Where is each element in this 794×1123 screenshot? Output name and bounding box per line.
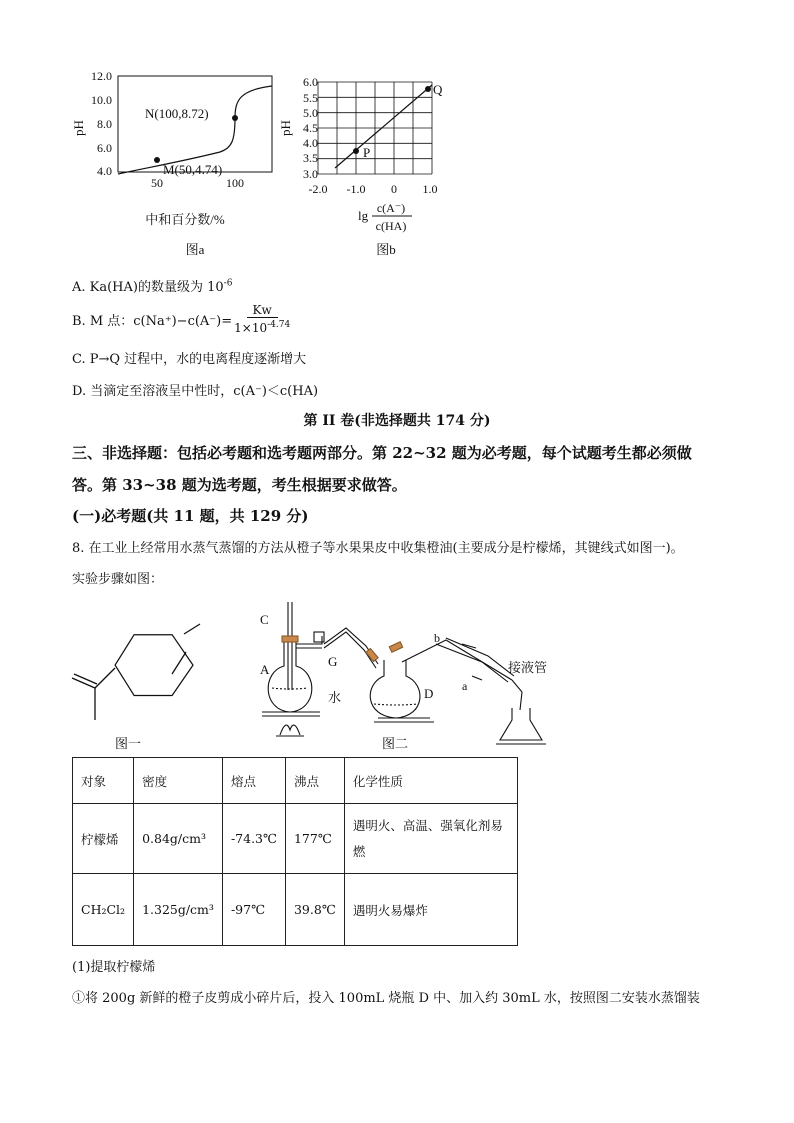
table-row <box>73 804 518 874</box>
table-header-cell: 熔点 <box>222 758 285 804</box>
option-b-den-exp: -4.74 <box>267 320 291 330</box>
option-b-numerator: Kw <box>247 303 278 318</box>
stopper-2 <box>366 648 378 661</box>
label-a: A <box>260 662 270 677</box>
figure-b-caption: 图b <box>376 242 396 257</box>
y-tick: 12.0 <box>91 69 112 83</box>
x-axis-label-denominator: c(HA) <box>375 219 407 233</box>
label-a2: a <box>462 679 468 693</box>
label-c: C <box>260 612 269 627</box>
sub1-title: (1)提取柠檬烯 <box>72 960 156 975</box>
x-tick: -1.0 <box>346 182 366 196</box>
table-header-row <box>73 758 518 804</box>
point-q-marker <box>425 86 431 92</box>
option-a-text: A. Ka(HA)的数量级为 10 <box>72 280 224 295</box>
option-a <box>72 276 232 295</box>
table-header-cell: 沸点 <box>285 758 344 804</box>
table-header-cell: 化学性质 <box>344 758 517 804</box>
table-cell: CH₂Cl₂ <box>73 874 134 946</box>
option-c: C. P→Q 过程中，水的电离程度逐渐增大 <box>72 352 307 367</box>
label-receiver: 接液管 <box>508 660 548 675</box>
point-p-marker <box>353 148 359 154</box>
x-tick: 0 <box>391 182 397 196</box>
label-d: D <box>424 686 434 701</box>
q8-line-1: 8. 在工业上经常用水蒸气蒸馏的方法从橙子等水果果皮中收集橙油(主要成分是柠檬烯，其键线式如图一)。 <box>72 541 684 556</box>
y-axis-label: pH <box>71 120 86 136</box>
flask-a <box>268 640 312 712</box>
table-cell: 遇明火易爆炸 <box>344 874 517 946</box>
option-b-denominator <box>234 318 290 335</box>
option-a-exponent: -6 <box>223 278 233 289</box>
label-g: G <box>328 654 338 669</box>
option-d: D. 当滴定至溶液呈中性时，c(A⁻)＜c(HA) <box>72 384 319 399</box>
point-q-label: Q <box>433 82 443 97</box>
stopper-3 <box>389 642 402 653</box>
label-b: b <box>434 631 440 645</box>
label-water: 水 <box>328 690 342 705</box>
y-tick: 4.0 <box>303 136 318 150</box>
option-b <box>72 303 290 335</box>
y-tick: 3.0 <box>303 167 318 181</box>
table-cell: -74.3℃ <box>222 804 285 874</box>
grid <box>318 82 432 174</box>
point-m-label: M(50,4.74) <box>163 162 223 177</box>
point-m-marker <box>154 157 160 163</box>
table-row <box>73 874 518 946</box>
point-n-marker <box>232 115 238 121</box>
table-cell: 0.84g/cm³ <box>134 804 223 874</box>
figure-a-caption: 图a <box>185 242 205 257</box>
option-b-den-base: 1×10 <box>234 321 268 335</box>
figure-2-caption: 图二 <box>381 736 409 751</box>
y-tick: 5.5 <box>303 91 318 105</box>
y-axis-label: pH <box>278 120 293 136</box>
x-axis-label-prefix: lg <box>358 208 369 223</box>
y-tick: 10.0 <box>91 93 112 107</box>
y-tick: 3.5 <box>303 151 318 165</box>
figure-2-apparatus <box>250 600 570 755</box>
section-title: 第 II 卷(非选择题共 174 分) <box>303 413 491 429</box>
receiving-flask <box>500 708 542 740</box>
y-tick: 6.0 <box>97 141 112 155</box>
table-header-cell: 对象 <box>73 758 134 804</box>
figure-1-caption: 图一 <box>114 736 142 751</box>
stopper <box>282 636 298 642</box>
burner-flame <box>280 725 300 735</box>
x-axis-label: 中和百分数/% <box>145 212 225 227</box>
titration-curve <box>118 86 272 174</box>
section-intro-line-1: 三、非选择题：包括必考题和选考题两部分。第 22~32 题为必考题，每个试题考生都必须做 <box>72 444 692 462</box>
properties-table <box>72 757 518 946</box>
table-cell: -97℃ <box>222 874 285 946</box>
required-title: (一)必考题(共 11 题，共 129 分) <box>72 507 309 525</box>
option-b-text: B. M 点：c(Na⁺)−c(A⁻)= <box>72 313 233 329</box>
x-axis-label-numerator: c(A⁻) <box>376 201 406 215</box>
figure-b <box>280 72 455 272</box>
figure-a <box>70 70 290 260</box>
point-p-label: P <box>363 145 371 160</box>
y-tick: 4.0 <box>97 164 112 178</box>
x-tick: 1.0 <box>422 182 438 196</box>
y-tick: 8.0 <box>97 117 112 131</box>
x-tick: 50 <box>151 176 163 190</box>
x-tick: -2.0 <box>308 182 328 196</box>
limonene-structure <box>72 624 200 720</box>
table-cell: 1.325g/cm³ <box>134 874 223 946</box>
y-tick: 5.0 <box>303 106 318 120</box>
section-intro-line-2: 答。第 33~38 题为选考题，考生根据要求做答。 <box>72 476 407 494</box>
table-header-cell: 密度 <box>134 758 223 804</box>
table-cell: 遇明火、高温、强氧化剂易燃 <box>344 804 517 874</box>
flask-d <box>370 660 420 718</box>
y-tick: 4.5 <box>303 121 318 135</box>
table-cell: 39.8℃ <box>285 874 344 946</box>
x-tick: 100 <box>226 176 244 190</box>
point-n-label: N(100,8.72) <box>145 106 209 121</box>
y-tick: 6.0 <box>303 75 318 89</box>
table-cell: 柠檬烯 <box>73 804 134 874</box>
receiver-adapter <box>512 680 522 710</box>
condenser <box>436 638 514 682</box>
figure-1-limonene <box>68 610 208 755</box>
step-1: ①将 200g 新鲜的橙子皮剪成小碎片后，投入 100mL 烧瓶 D 中、加入约 30mL 水，按照图二安装水蒸馏装 <box>72 991 700 1006</box>
option-b-fraction <box>234 303 290 335</box>
table-cell: 177℃ <box>285 804 344 874</box>
q8-line-2: 实验步骤如图： <box>72 572 164 587</box>
